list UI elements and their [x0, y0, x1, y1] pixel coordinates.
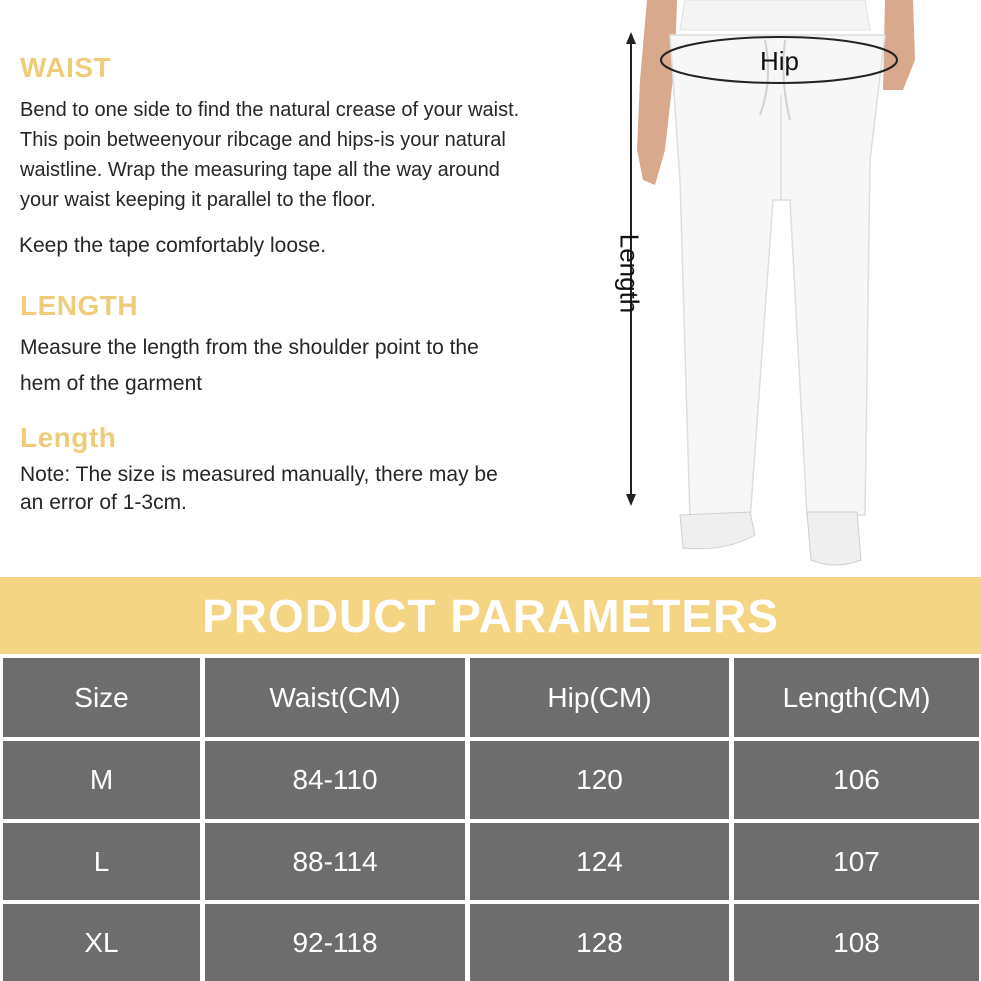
waist-line: Bend to one side to find the natural crease of your waist. [20, 99, 520, 121]
pants-model-figure [585, 0, 981, 572]
table-cell-waist: 92-118 [205, 904, 465, 981]
note-line: an error of 1-3cm. [20, 491, 187, 514]
table-cell-hip: 120 [470, 741, 729, 819]
table-cell-size: M [3, 741, 200, 819]
measurement-guide [0, 0, 600, 570]
length-heading: LENGTH [20, 290, 139, 321]
table-cell-length: 108 [734, 904, 979, 981]
waist-line: your waist keeping it parallel to the floor. [20, 189, 376, 211]
length-note-heading: Length [20, 422, 117, 453]
waist-line: This poin betweenyour ribcage and hips-is your natural [20, 129, 506, 151]
table-cell-size: L [3, 823, 200, 900]
length-note-text [20, 461, 498, 517]
waist-line: waistline. Wrap the measuring tape all the way around [20, 159, 500, 181]
waist-description [20, 95, 519, 215]
header-cell-size: Size [3, 658, 200, 737]
header-cell-waist: Waist(CM) [205, 658, 465, 737]
product-parameters-banner [0, 577, 981, 654]
note-line: Note: The size is measured manually, there may be [20, 463, 498, 486]
table-cell-waist: 88-114 [205, 823, 465, 900]
waist-note: Keep the tape comfortably loose. [19, 234, 327, 257]
header-cell-length: Length(CM) [734, 658, 979, 737]
waist-heading: WAIST [20, 52, 112, 83]
size-table [0, 654, 981, 981]
table-cell-length: 106 [734, 741, 979, 819]
header-cell-hip: Hip(CM) [470, 658, 729, 737]
table-cell-waist: 84-110 [205, 741, 465, 819]
length-description [20, 330, 479, 402]
table-cell-size: XL [3, 904, 200, 981]
length-label: Length [614, 233, 645, 314]
table-cell-hip: 128 [470, 904, 729, 981]
length-line: hem of the garment [20, 372, 203, 395]
table-cell-hip: 124 [470, 823, 729, 900]
length-line: Measure the length from the shoulder point to the [20, 336, 479, 359]
table-cell-length: 107 [734, 823, 979, 900]
banner-title: PRODUCT PARAMETERS [202, 589, 779, 642]
hip-label: Hip [760, 46, 800, 76]
